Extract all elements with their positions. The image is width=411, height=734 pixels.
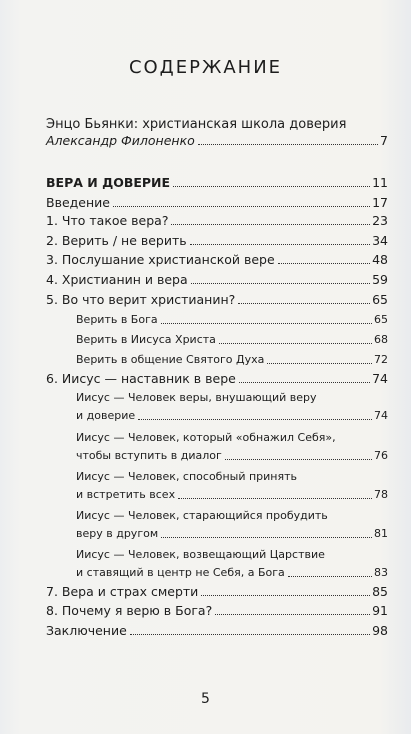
entry-page: 11 — [372, 175, 388, 190]
leader-dots — [171, 224, 370, 225]
toc-entry — [46, 603, 388, 618]
leader-dots — [173, 186, 370, 187]
toc-entry — [46, 584, 388, 599]
entry-label: 2. Верить / не верить — [46, 233, 187, 248]
entry-page: 68 — [374, 333, 388, 346]
entry-page: 91 — [372, 603, 388, 618]
leader-dots — [219, 343, 372, 344]
toc-entry — [46, 195, 388, 210]
entry-label: веру в другом — [76, 527, 159, 540]
entry-page: 74 — [372, 371, 388, 386]
entry-label: ВЕРА И ДОВЕРИЕ — [46, 175, 171, 190]
entry-page: 72 — [374, 353, 388, 366]
toc-subentry — [76, 526, 388, 541]
entry-label: 4. Христианин и вера — [46, 272, 188, 287]
entry-page: 17 — [372, 195, 388, 210]
leader-dots — [161, 537, 372, 538]
subentry-line1: Иисус — Человек, старающийся пробудить — [76, 509, 328, 522]
entry-page: 83 — [374, 566, 388, 579]
leader-dots — [288, 576, 372, 577]
entry-label: чтобы вступить в диалог — [76, 449, 222, 462]
leader-dots — [178, 498, 372, 499]
entry-page: 85 — [372, 584, 388, 599]
subentry-line1: Иисус — Человек, возвещающий Царствие — [76, 548, 325, 561]
subentry-line1: Иисус — Человек веры, внушающий веру — [76, 391, 317, 404]
toc-entry — [46, 623, 388, 638]
entry-label: 7. Вера и страх смерти — [46, 584, 199, 599]
entry-label: 6. Иисус — наставник в вере — [46, 371, 236, 386]
leader-dots — [215, 614, 370, 615]
leader-dots — [225, 459, 372, 460]
toc-entry — [46, 175, 388, 190]
leader-dots — [113, 206, 370, 207]
toc-entry — [46, 233, 388, 248]
entry-page: 98 — [372, 623, 388, 638]
leader-dots — [201, 595, 370, 596]
entry-page: 74 — [374, 409, 388, 422]
entry-label: Заключение — [46, 623, 127, 638]
leader-dots — [238, 303, 370, 304]
toc-subentry — [76, 487, 388, 502]
entry-label: 5. Во что верит христианин? — [46, 292, 236, 307]
entry-label: 8. Почему я верю в Бога? — [46, 603, 213, 618]
entry-label: 3. Послушание христианской вере — [46, 252, 275, 267]
entry-label: Верить в общение Святого Духа — [76, 353, 265, 366]
entry-page: 81 — [374, 527, 388, 540]
entry-page: 65 — [374, 313, 388, 326]
leader-dots — [267, 363, 372, 364]
toc-entry — [46, 213, 388, 228]
entry-label: и ставящий в центр не Себя, а Бога — [76, 566, 285, 579]
entry-page: 65 — [372, 292, 388, 307]
entry-label: Александр Филоненко — [46, 133, 195, 148]
subentry-line1: Иисус — Человек, который «обнажил Себя», — [76, 431, 336, 444]
toc-entry-intro-author — [46, 133, 388, 148]
toc-entry — [46, 252, 388, 267]
entry-page: 48 — [372, 252, 388, 267]
leader-dots — [190, 244, 370, 245]
entry-page: 78 — [374, 488, 388, 501]
toc-subentry — [76, 332, 388, 347]
leader-dots — [161, 323, 372, 324]
entry-page: 59 — [372, 272, 388, 287]
leader-dots — [278, 263, 370, 264]
subentry-line1: Иисус — Человек, способный принять — [76, 470, 298, 483]
entry-label: и встретить всех — [76, 488, 176, 501]
entry-label: 1. Что такое вера? — [46, 213, 169, 228]
entry-label: Верить в Бога — [76, 313, 158, 326]
toc-entry — [46, 371, 388, 386]
page-title: СОДЕРЖАНИЕ — [128, 57, 283, 78]
intro-title: Энцо Бьянки: христианская школа доверия — [46, 117, 347, 132]
leader-dots — [198, 144, 378, 145]
page-number: 5 — [201, 691, 210, 707]
toc-entry — [46, 292, 388, 307]
leader-dots — [191, 283, 370, 284]
entry-label: Введение — [46, 195, 110, 210]
toc-subentry — [76, 565, 388, 580]
toc-entry — [46, 272, 388, 287]
entry-label: и доверие — [76, 409, 136, 422]
entry-page: 23 — [372, 213, 388, 228]
toc-subentry — [76, 408, 388, 423]
entry-page: 76 — [374, 449, 388, 462]
entry-label: Верить в Иисуса Христа — [76, 333, 216, 346]
entry-page: 34 — [372, 233, 388, 248]
toc-subentry — [76, 312, 388, 327]
toc-subentry — [76, 352, 388, 367]
leader-dots — [239, 382, 370, 383]
leader-dots — [138, 419, 372, 420]
leader-dots — [130, 634, 370, 635]
entry-page: 7 — [380, 133, 388, 148]
toc-subentry — [76, 448, 388, 463]
